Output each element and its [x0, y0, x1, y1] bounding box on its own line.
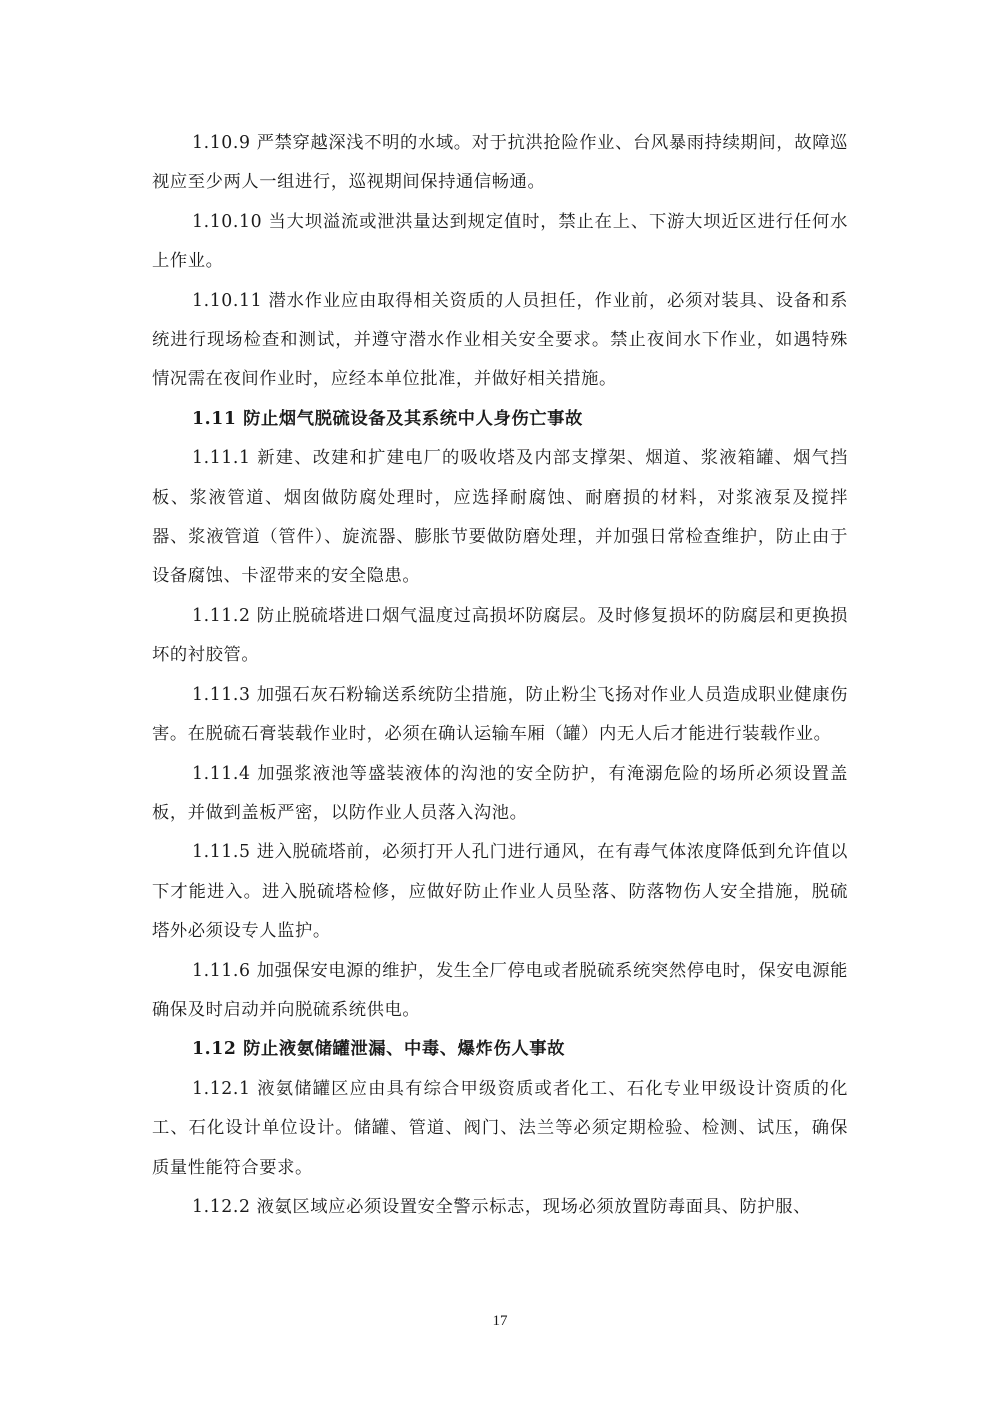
paragraph-1-12-1: 1.12.1 液氨储罐区应由具有综合甲级资质或者化工、石化专业甲级设计资质的化工、石化设计单位设计。储罐、管道、阀门、法兰等必须定期检验、检测、试压，确保质量性能符合要求。	[152, 1078, 848, 1178]
paragraph-1-11-5: 1.11.5 进入脱硫塔前，必须打开人孔门进行通风，在有毒气体浓度降低到允许值以下才能进入。进入脱硫塔检修，应做好防止作业人员坠落、防落物伤人安全措施，脱硫塔外必须设专人监护。	[152, 842, 848, 942]
document-body	[152, 124, 848, 1227]
paragraph-1-12-2: 1.12.2 液氨区域应必须设置安全警示标志，现场必须放置防毒面具、防护服、	[192, 1196, 811, 1217]
paragraph-1-11-3: 1.11.3 加强石灰石粉输送系统防尘措施，防止粉尘飞扬对作业人员造成职业健康伤害。在脱硫石膏装载作业时，必须在确认运输车厢（罐）内无人后才能进行装载作业。	[152, 684, 848, 745]
paragraph-1-10-11: 1.10.11 潜水作业应由取得相关资质的人员担任，作业前，必须对装具、设备和系统进行现场检查和测试，并遵守潜水作业相关安全要求。禁止夜间水下作业，如遇特殊情况需在夜间作业时，应经本单位批准，并做好相关措施。	[152, 290, 848, 390]
section-heading-1-12: 1.12 防止液氨储罐泄漏、中毒、爆炸伤人事故	[192, 1039, 565, 1060]
paragraph-1-11-4: 1.11.4 加强浆液池等盛装液体的沟池的安全防护，有淹溺危险的场所必须设置盖板，并做到盖板严密，以防作业人员落入沟池。	[152, 763, 848, 823]
paragraph-1-11-2: 1.11.2 防止脱硫塔进口烟气温度过高损坏防腐层。及时修复损坏的防腐层和更换损坏的衬胶管。	[152, 605, 848, 666]
section-heading-1-11: 1.11 防止烟气脱硫设备及其系统中人身伤亡事故	[192, 408, 583, 429]
paragraph-1-10-10: 1.10.10 当大坝溢流或泄洪量达到规定值时，禁止在上、下游大坝近区进行任何水上作业。	[152, 211, 848, 272]
paragraph-1-11-6: 1.11.6 加强保安电源的维护，发生全厂停电或者脱硫系统突然停电时，保安电源能确保及时启动并向脱硫系统供电。	[152, 960, 848, 1020]
paragraph-1-10-9: 1.10.9 严禁穿越深浅不明的水域。对于抗洪抢险作业、台风暴雨持续期间，故障巡视应至少两人一组进行，巡视期间保持通信畅通。	[152, 133, 848, 193]
page-number: 17	[492, 1313, 508, 1329]
paragraph-1-11-1: 1.11.1 新建、改建和扩建电厂的吸收塔及内部支撑架、烟道、浆液箱罐、烟气挡板、浆液管道、烟囱做防腐处理时，应选择耐腐蚀、耐磨损的材料，对浆液泵及搅拌器、浆液管道（管件）、旋流器、膨胀节要做防磨处理，并加强日常检查维护，防止由于设备腐蚀、卡涩带来的安全隐患。	[152, 448, 848, 587]
